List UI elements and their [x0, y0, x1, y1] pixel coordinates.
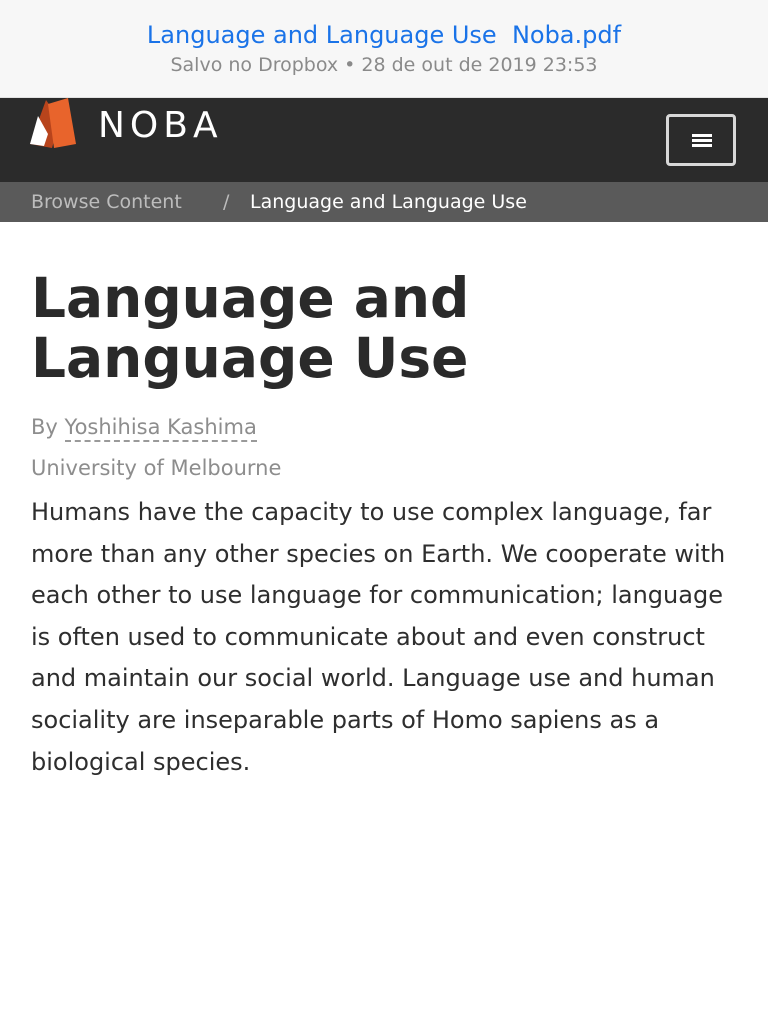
by-label: By	[31, 415, 58, 439]
author-byline	[31, 412, 257, 442]
article-abstract: Humans have the capacity to use complex language, far more than any other species on Earth. We cooperate with each other to use language for communication; language is often used to communicate about and even construct and maintain our social world. Language use and human sociality are inseparable parts of Homo sapiens as a biological species.	[31, 498, 726, 776]
author-link[interactable]: Yoshihisa Kashima	[65, 415, 257, 442]
file-title[interactable]: Language and Language Use Noba.pdf	[146, 21, 622, 49]
hamburger-menu-icon	[692, 134, 712, 137]
file-save-status: Salvo no Dropbox • 28 de out de 2019 23:53	[170, 54, 598, 76]
breadcrumb-current-page: Language and Language Use	[250, 191, 527, 213]
author-affiliation: University of Melbourne	[31, 456, 282, 480]
noba-logo-icon[interactable]	[28, 98, 78, 150]
site-navbar	[0, 98, 768, 182]
hamburger-menu-icon-bar	[692, 144, 712, 147]
hamburger-menu-icon-bar	[692, 139, 712, 142]
breadcrumb-browse-content[interactable]: Browse Content	[31, 191, 182, 213]
breadcrumb-separator: /	[223, 191, 230, 213]
breadcrumb	[0, 182, 768, 222]
viewer-header	[0, 0, 768, 98]
page-title: Language and Language Use	[31, 266, 470, 390]
hamburger-menu-button[interactable]	[666, 114, 736, 166]
noba-logo-text[interactable]: NOBA	[98, 105, 223, 146]
